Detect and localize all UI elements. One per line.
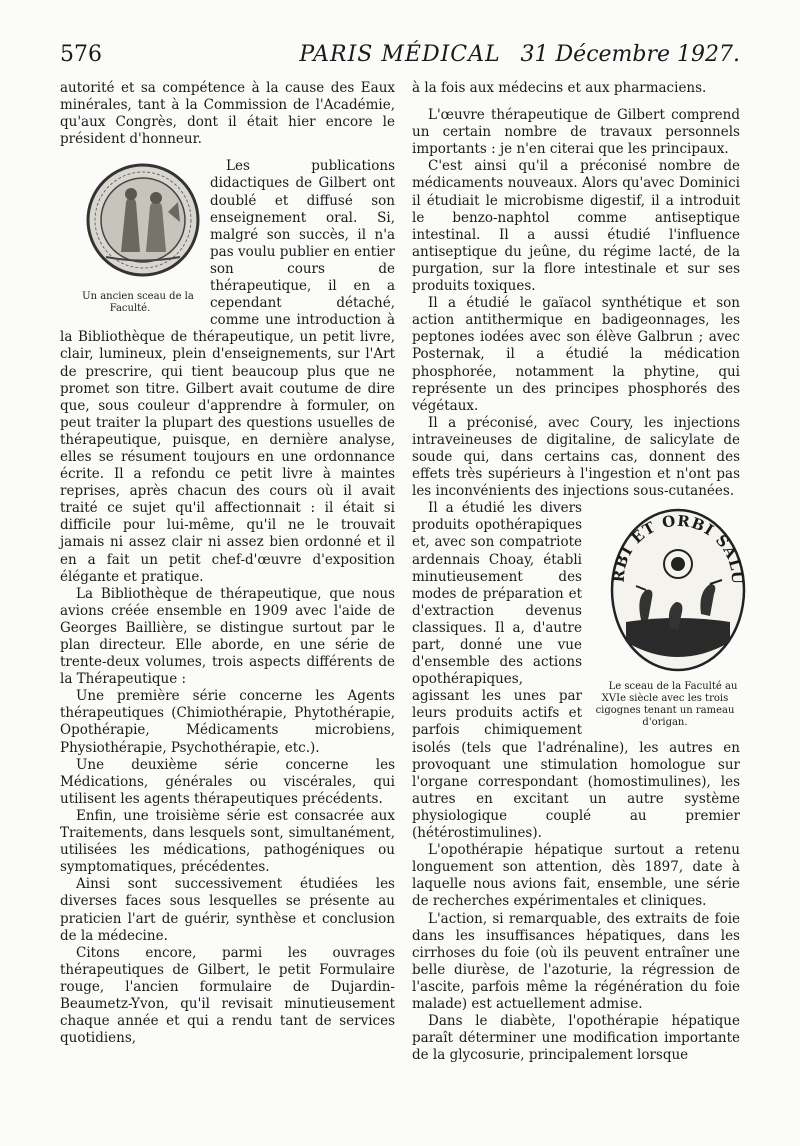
paragraph-with-figure [412, 500, 747, 842]
paragraph: Une première série concerne les Agents thérapeutiques (Chimiothérapie, Phytothérapie, Opothérapie, Médicaments microbiens, Physiothérapie, Psychothérapie, etc.). [60, 688, 395, 756]
right-column [412, 80, 747, 1064]
paragraph: Ainsi sont successivement étudiées les diverses faces sous lesquelles se présente au praticien l'art de guérir, synthèse et conclusion de la médecine. [60, 876, 395, 944]
figure-caption: Un ancien sceau de la Faculté. [82, 291, 194, 315]
paragraph: C'est ainsi qu'il a préconisé nombre de médicaments nouveaux. Alors qu'avec Dominici il étudiait le microbisme digestif, il a introduit le benzo-naphtol comme antiseptique intestinal. Il a aussi étudié l'influence antiseptique du jeûne, du régime lacté, de la purgation, sur la flore intestinale et sur ses produits toxiques. [412, 158, 740, 295]
paragraph-text: Il a étudié les divers produits opothérapiques et, avec son compatriote ardennais Choay, établi minutieusement des modes de préparation et d'extraction devenus classiques. Il a, d'autre part, donné une vue d'ensemble des actions opothérapiques, agissant les unes par leurs produits actifs et parfois chimiquement isolés (tels que l'adrénaline), les autres en provoquant une stimulation homologue sur l'organe correspondant (homostimulines), les autres en excitant un autre système physiologique couplé au premier (hétérostimulines). [412, 500, 740, 842]
stork-seal-figure [590, 502, 747, 729]
paragraph: La Bibliothèque de thérapeutique, que nous avions créée ensemble en 1909 avec l'aide de Georges Baillière, se distingue surtout par le plan directeur. Elle aborde, en une série de trente-deux volumes, trois aspects différents de la Thérapeutique : [60, 585, 395, 688]
paragraph-text: Les publications didactiques de Gilbert ont doublé et diffusé son enseignement oral. Si, malgré son succès, il n'a pas voulu publier en entier son cours de thérapeutique, il en a cependant détaché, comme une introduction à la Bibliothèque de thérapeutique, un petit livre, clair, lumineux, plein d'enseignements, sur l'Art de prescrire, qui tient beaucoup plus que ne promet son titre. Gilbert avait coutume de dire que, sous couleur d'apprendre à formuler, on peut traiter la plupart des questions usuelles de thérapeutique, puisque, en dernière analyse, elles se résument toujours en une ordonnance écrite. Il a refondu ce petit livre à maintes reprises, après chacun des cours où il avait traité ce sujet qu'il affectionnait : il était si difficile pour lui-même, qu'il ne le trouvait jamais ni assez clair ni assez bien ordonné et il en a fait un petit chef-d'œuvre d'exposition élégante et pratique. [60, 158, 395, 585]
paragraph: Il a préconisé, avec Coury, les injections intraveineuses de digitaline, de salicylate de soude qui, dans certains cas, donnent des effets très supérieurs à l'ingestion et n'ont pas les inconvénients des injections sous-cutanées. [412, 414, 740, 500]
paragraph: L'œuvre thérapeutique de Gilbert comprend un certain nombre de travaux personnels importants : je n'en citerai que les principaux. [412, 107, 740, 158]
paragraph: Enfin, une troisième série est consacrée aux Traitements, dans lesquels sont, simultanément, utilisées les médications, pathogéniques ou symptomatiques, précédentes. [60, 807, 395, 876]
seal-motto: RBI ET ORBI SALU [609, 511, 747, 586]
old-seal-image [76, 162, 210, 282]
paragraph: L'action, si remarquable, des extraits de foie dans les insuffisances hépatiques, dans les cirrhoses du foie (où ils peuvent entraîner une belle diurèse, de l'azoturie, la régression de l'ascite, parfois même la régénération du foie malade) est actuellement admise. [412, 910, 740, 1012]
stork-seal-image [606, 502, 750, 672]
paragraph-with-figure [60, 158, 395, 585]
paragraph: Une deuxième série concerne les Médications, générales ou viscérales, qui utilisent les agents thérapeutiques précédents. [60, 756, 395, 807]
paragraph: à la fois aux médecins et aux pharmaciens. [412, 80, 707, 96]
paragraph: Dans le diabète, l'opothérapie hépatique paraît déterminer une modification importante de la glycosurie, principalement lorsque [412, 1013, 740, 1064]
left-column [60, 80, 395, 1047]
paragraph: Il a étudié le gaïacol synthétique et son action antithermique en badigeonnages, les peptones iodées avec son élève Galbrun ; avec Posternak, il a étudié la médication phosphorée, notamment la phytine, qui représente un des principes phosphorés des végétaux. [412, 295, 740, 414]
journal-title: PARIS MÉDICAL [299, 42, 501, 67]
old-seal-figure [60, 162, 200, 315]
paragraph: Citons encore, parmi les ouvrages thérapeutiques de Gilbert, le petit Formulaire rouge, l'ancien formulaire de Dujardin-Beaumetz-Yvon, qu'il revisait minutieusement chaque année et qui a rendu tant de services quotidiens, [60, 944, 395, 1047]
figure-caption: Le sceau de la Faculté au XVIe siècle avec les trois cigognes tenant un rameau d'origan. [595, 681, 738, 729]
paragraph: autorité et sa compétence à la cause des Eaux minérales, tant à la Commission de l'Académie, qu'aux Congrès, dont il était hier encore le président d'honneur. [60, 80, 395, 148]
page-header [60, 42, 740, 74]
page-number: 576 [60, 42, 102, 67]
paragraph: L'opothérapie hépatique surtout a retenu longuement son attention, dès 1897, date à laquelle nous avions fait, ensemble, une série de recherches expérimentales et cliniques. [412, 842, 740, 910]
issue-date: 31 Décembre 1927. [520, 42, 740, 67]
